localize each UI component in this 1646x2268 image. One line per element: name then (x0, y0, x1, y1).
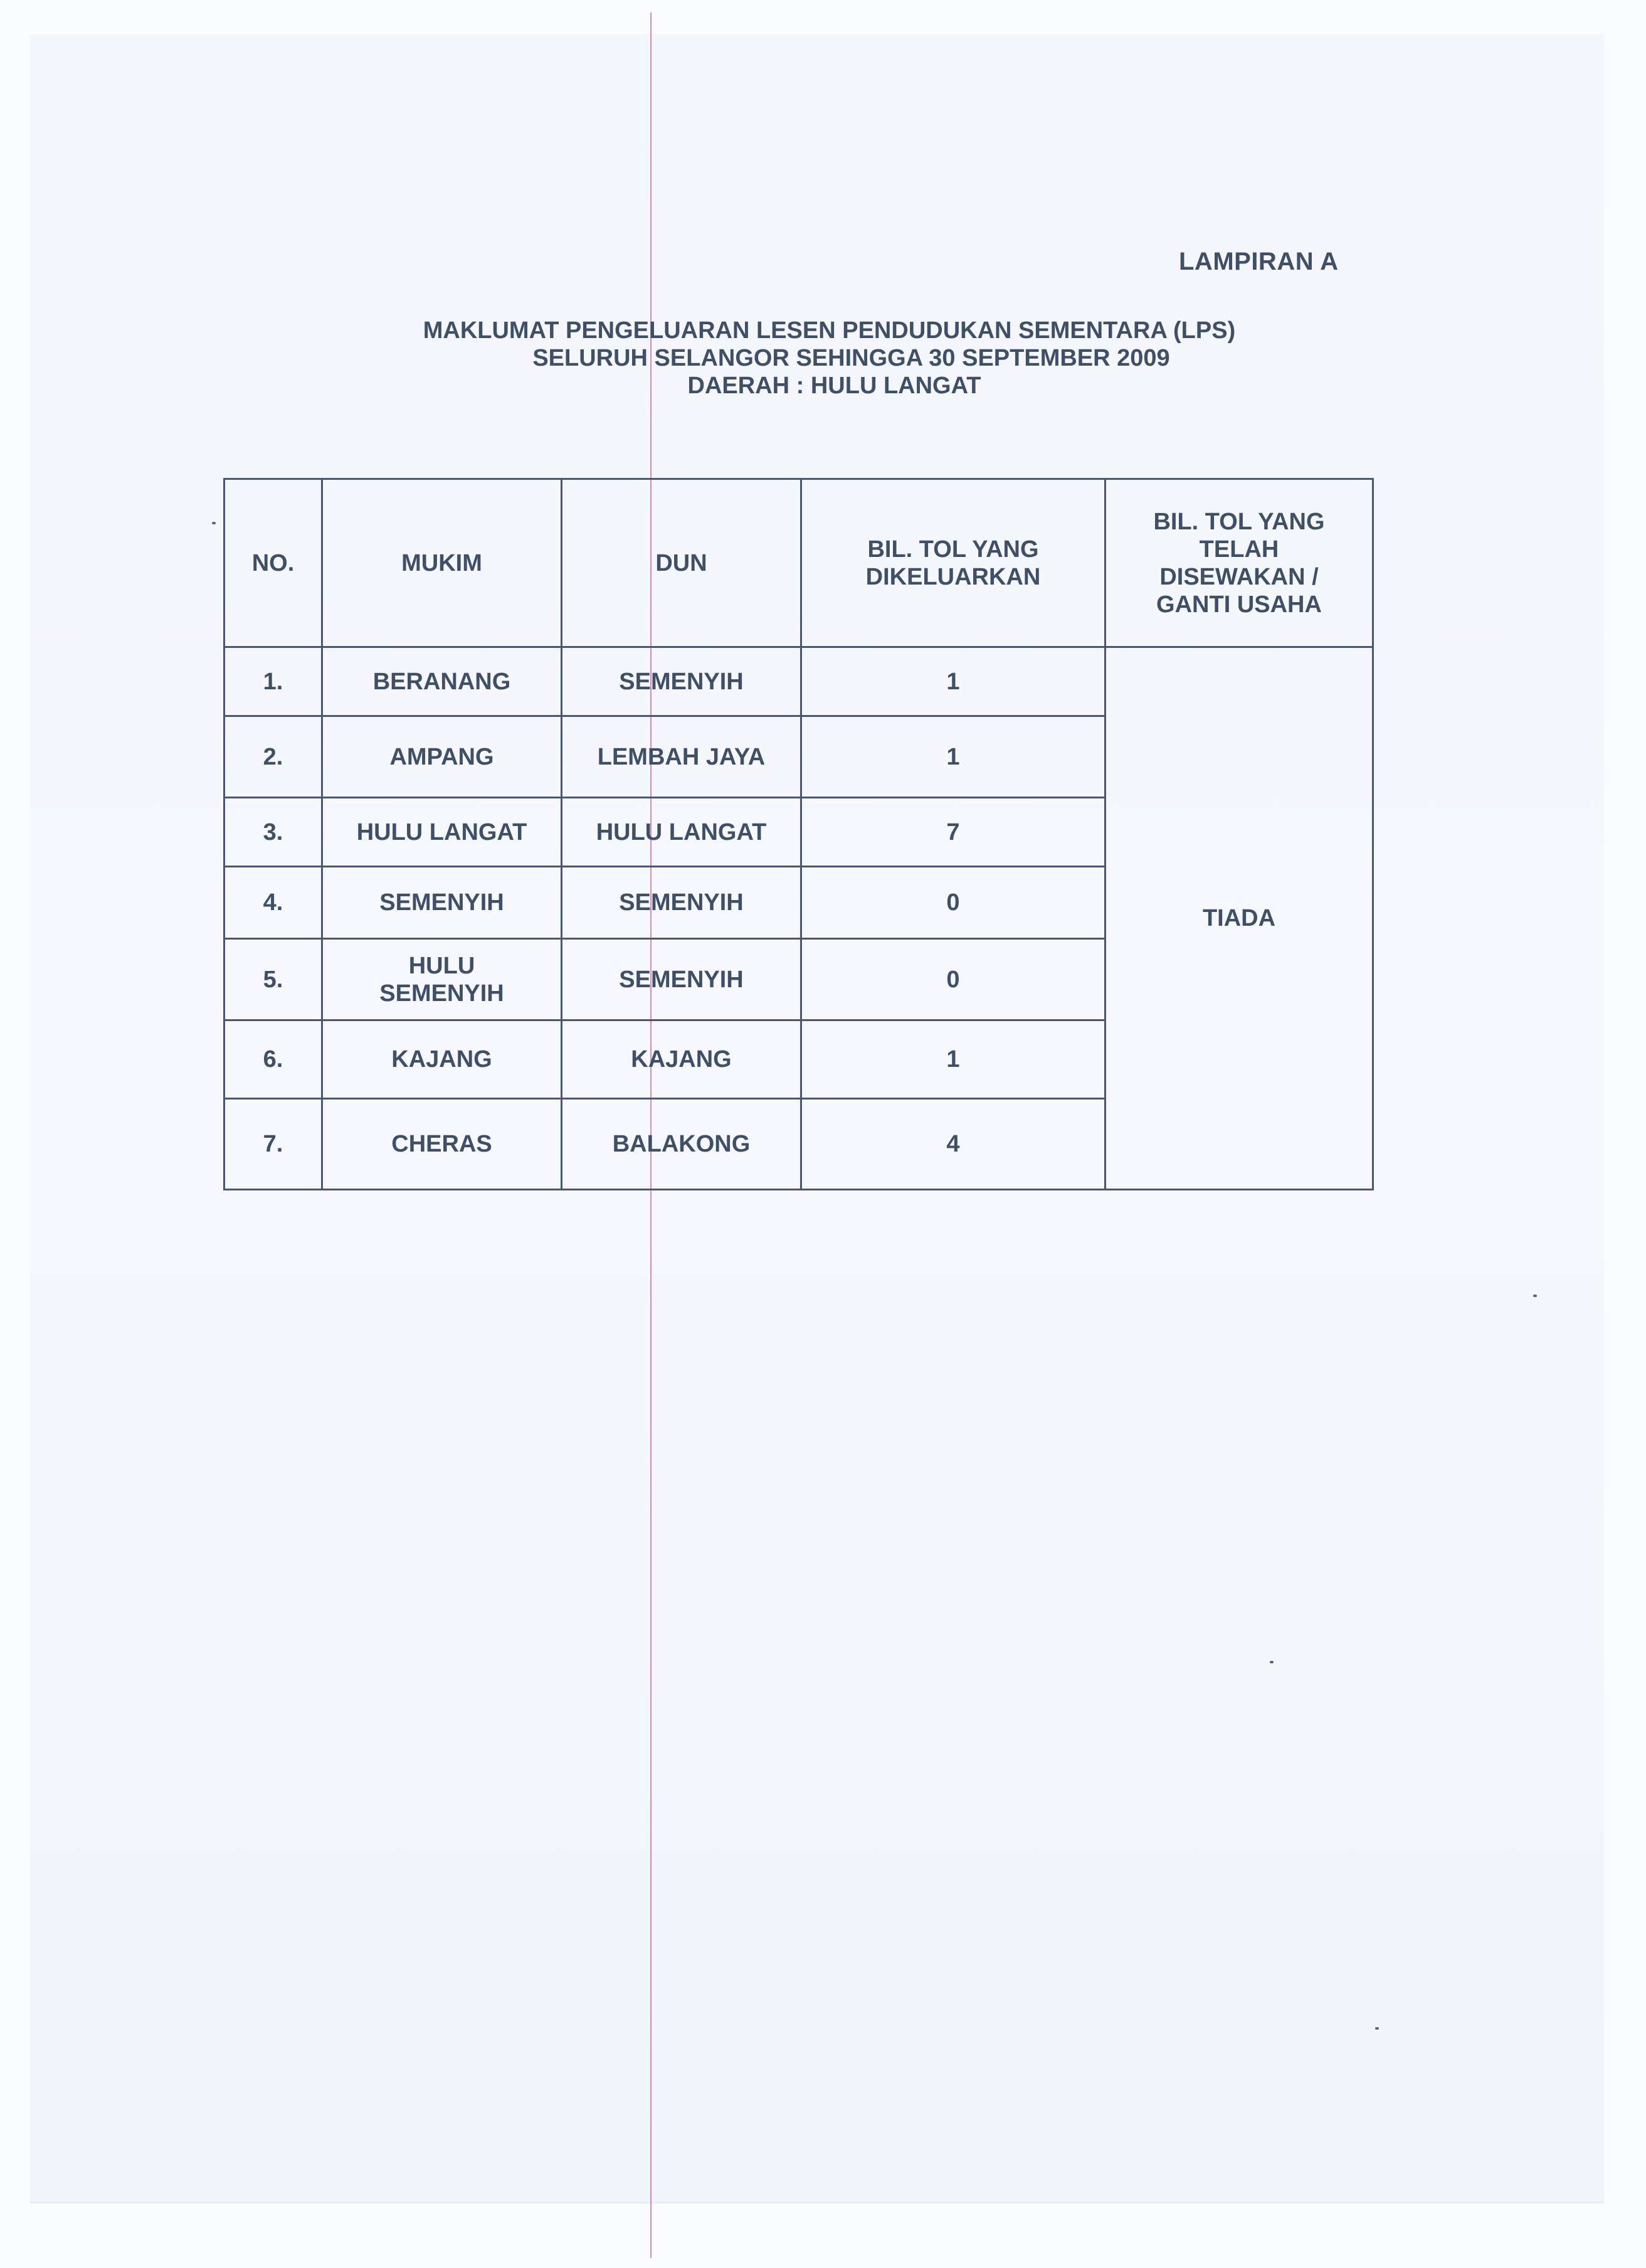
cell-dun: BALAKONG (562, 1099, 801, 1190)
scan-speck (1533, 1295, 1537, 1297)
annex-label: LAMPIRAN A (1179, 248, 1339, 275)
cell-issued: 7 (801, 798, 1105, 867)
cell-issued: 0 (801, 867, 1105, 939)
header-mukim: MUKIM (322, 479, 562, 647)
cell-no: 6. (224, 1020, 322, 1099)
header-issued: BIL. TOL YANG DIKELUARKAN (801, 479, 1105, 647)
table-header-row (224, 479, 1373, 647)
cell-no: 1. (224, 647, 322, 716)
scan-speck (1270, 1661, 1274, 1663)
cell-rented-all: TIADA (1105, 647, 1373, 1190)
document-heading (0, 317, 1646, 400)
title-line-3: DAERAH : HULU LANGAT (687, 373, 981, 399)
cell-issued: 1 (801, 647, 1105, 716)
cell-mukim: HULU LANGAT (322, 798, 562, 867)
cell-no: 4. (224, 867, 322, 939)
lps-table (223, 478, 1374, 1190)
cell-issued: 1 (801, 716, 1105, 798)
title-line-1: MAKLUMAT PENGELUARAN LESEN PENDUDUKAN SEMENTARA (LPS) (423, 317, 1236, 344)
scan-speck (212, 522, 216, 524)
cell-no: 5. (224, 939, 322, 1020)
scan-speck (1375, 2027, 1379, 2030)
cell-dun: SEMENYIH (562, 647, 801, 716)
cell-issued: 4 (801, 1099, 1105, 1190)
header-no: NO. (224, 479, 322, 647)
title-line-2: SELURUH SELANGOR SEHINGGA 30 SEPTEMBER 2009 (532, 345, 1170, 371)
cell-dun: HULU LANGAT (562, 798, 801, 867)
cell-dun: SEMENYIH (562, 939, 801, 1020)
cell-no: 2. (224, 716, 322, 798)
table-row (224, 647, 1373, 716)
cell-mukim: BERANANG (322, 647, 562, 716)
cell-issued: 1 (801, 1020, 1105, 1099)
cell-no: 7. (224, 1099, 322, 1190)
cell-mukim: SEMENYIH (322, 867, 562, 939)
cell-mukim: CHERAS (322, 1099, 562, 1190)
cell-issued: 0 (801, 939, 1105, 1020)
cell-mukim: AMPANG (322, 716, 562, 798)
cell-mukim: KAJANG (322, 1020, 562, 1099)
cell-dun: LEMBAH JAYA (562, 716, 801, 798)
cell-dun: SEMENYIH (562, 867, 801, 939)
header-dun: DUN (562, 479, 801, 647)
cell-no: 3. (224, 798, 322, 867)
header-rented: BIL. TOL YANG TELAH DISEWAKAN / GANTI USAHA (1105, 479, 1373, 647)
cell-mukim: HULU SEMENYIH (322, 939, 562, 1020)
cell-dun: KAJANG (562, 1020, 801, 1099)
